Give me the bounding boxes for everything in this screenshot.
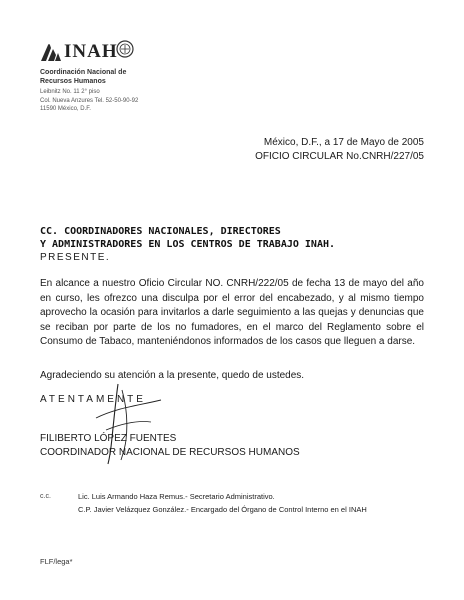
address-line: Leibnitz No. 11 2° piso bbox=[40, 89, 100, 95]
address-line: Col. Nueva Anzures Tel. 52-50-90-92 bbox=[40, 97, 139, 104]
signer-title: COORDINADOR NACIONAL DE RECURSOS HUMANOS bbox=[40, 447, 300, 458]
inah-emblem-icon bbox=[40, 42, 62, 62]
body-paragraph: En alcance a nuestro Oficio Circular NO. CNRH/222/05 de fecha 13 de mayo del año en curso, les ofrezco una disculpa por el error del encabezado, y al mismo tiempo aprovecho la ocasión para invitarlos a darle seguimiento a las quejas y denuncias que se reciban por parte de los no fumadores, en el marco del Reglamento sobre el Consumo de Tabaco, manteniéndonos informados de los casos que lleguen a darse. bbox=[40, 278, 424, 347]
closing-line: Agradeciendo su atención a la presente, quedo de ustedes. bbox=[40, 370, 305, 381]
cc-recipient: Lic. Luis Armando Haza Remus.- Secretario Administrativo. bbox=[78, 492, 275, 501]
address-line: 11590 México, D.F. bbox=[40, 106, 91, 112]
recipient-line: CC. COORDINADORES NACIONALES, DIRECTORES bbox=[40, 226, 281, 237]
seal-icon bbox=[116, 40, 134, 58]
reference-number: OFICIO CIRCULAR No.CNRH/227/05 bbox=[255, 151, 424, 162]
cc-label: c.c. bbox=[40, 493, 51, 500]
logo-text: INAH bbox=[64, 41, 118, 62]
cc-recipient: C.P. Javier Velázquez González.- Encargado del Órgano de Control Interno en el INAH bbox=[78, 505, 367, 514]
cc-list bbox=[78, 490, 448, 516]
recipient-block bbox=[40, 225, 430, 251]
valediction: ATENTAMENTE bbox=[40, 394, 146, 405]
signer-block bbox=[40, 432, 300, 460]
org-address bbox=[40, 88, 170, 114]
signer-name: FILIBERTO LÓPEZ FUENTES bbox=[40, 433, 177, 444]
date-reference-block bbox=[255, 136, 424, 164]
date-line: México, D.F., a 17 de Mayo de 2005 bbox=[263, 137, 424, 148]
typist-initials: FLF/lega* bbox=[40, 557, 73, 566]
presente: PRESENTE. bbox=[40, 252, 111, 263]
org-name: Coordinación Nacional de Recursos Humanos bbox=[40, 69, 127, 85]
recipient-line: Y ADMINISTRADORES EN LOS CENTROS DE TRABAJO INAH. bbox=[40, 239, 336, 250]
